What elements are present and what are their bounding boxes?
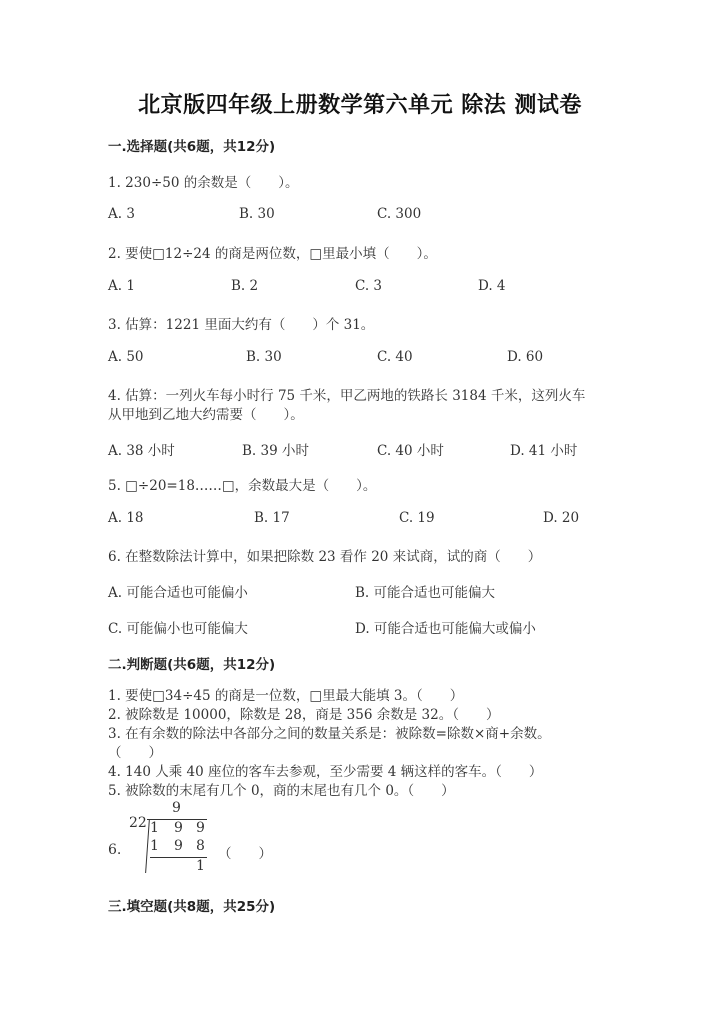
question-1: 1. 230÷50 的余数是（ ）。 [108,175,299,191]
division-divisor: 22 [129,815,147,831]
q3-option-b: B. 30 [246,349,282,365]
product-digit-2: 9 [174,838,183,854]
section-heading-fill-blank: 三.填空题(共8题，共25分) [108,899,276,915]
question-2: 2. 要使□12÷24 的商是两位数，□里最小填（ ）。 [108,246,437,262]
question-4-line-1: 4. 估算：一列火车每小时行 75 千米，甲乙两地的铁路长 3184 千米，这列火车 [108,388,586,404]
dividend-digit-3: 9 [196,820,205,836]
q2-option-b: B. 2 [231,278,259,294]
division-quotient: 9 [172,800,181,816]
q3-option-c: C. 40 [377,349,413,365]
q5-option-b: B. 17 [254,510,290,526]
tf-item-2: 2. 被除数是 10000，除数是 28，商是 356 余数是 32。（ ） [108,707,500,723]
division-remainder: 1 [196,858,205,874]
q1-option-a: A. 3 [108,206,135,222]
q5-option-a: A. 18 [108,510,144,526]
section-heading-choice: 一.选择题(共6题，共12分) [108,139,276,155]
q5-option-d: D. 20 [543,510,580,526]
tf-item-4: 4. 140 人乘 40 座位的客车去参观，至少需要 4 辆这样的客车。（ ） [108,764,543,780]
q4-option-a: A. 38 小时 [108,443,175,459]
q2-option-d: D. 4 [478,278,506,294]
q4-option-b: B. 39 小时 [242,443,309,459]
dividend-digit-1: 1 [150,820,159,836]
tf-item-5: 5. 被除数的末尾有几个 0，商的末尾也有几个 0。（ ） [108,783,455,799]
q1-option-c: C. 300 [377,206,422,222]
q2-option-c: C. 3 [355,278,383,294]
dividend-digit-2: 9 [174,820,183,836]
q1-option-b: B. 30 [239,206,275,222]
product-digit-3: 8 [196,838,205,854]
q6-option-a: A. 可能合适也可能偏小 [108,585,248,601]
product-digit-1: 1 [150,838,159,854]
q3-option-a: A. 50 [108,349,144,365]
page-title: 北京版四年级上册数学第六单元 除法 测试卷 [138,93,582,118]
q6-option-b: B. 可能合适也可能偏大 [355,585,496,601]
tf-item-3-blank: （ ） [108,745,162,761]
question-5: 5. □÷20=18……□，余数最大是（ ）。 [108,478,377,494]
q5-option-c: C. 19 [399,510,435,526]
question-4-line-2: 从甲地到乙地大约需要（ ）。 [108,407,304,423]
q6-option-d: D. 可能合适也可能偏大或偏小 [355,621,536,637]
section-heading-true-false: 二.判断题(共6题，共12分) [108,657,276,673]
question-3: 3. 估算：1221 里面大约有（ ）个 31。 [108,317,375,333]
q4-option-d: D. 41 小时 [510,443,578,459]
tf-item-3: 3. 在有余数的除法中各部分之间的数量关系是：被除数=除数×商+余数。 [108,726,551,742]
q6-option-c: C. 可能偏小也可能偏大 [108,621,248,637]
q4-option-c: C. 40 小时 [377,443,444,459]
q3-option-d: D. 60 [507,349,544,365]
tf-item-6-label: 6. [108,842,122,858]
tf-item-1: 1. 要使□34÷45 的商是一位数，□里最大能填 3。（ ） [108,688,464,704]
q2-option-a: A. 1 [108,278,135,294]
question-6: 6. 在整数除法计算中，如果把除数 23 看作 20 来试商，试的商（ ） [108,549,542,565]
tf-item-6-blank: （ ） [218,846,272,862]
long-division-figure [108,800,288,875]
